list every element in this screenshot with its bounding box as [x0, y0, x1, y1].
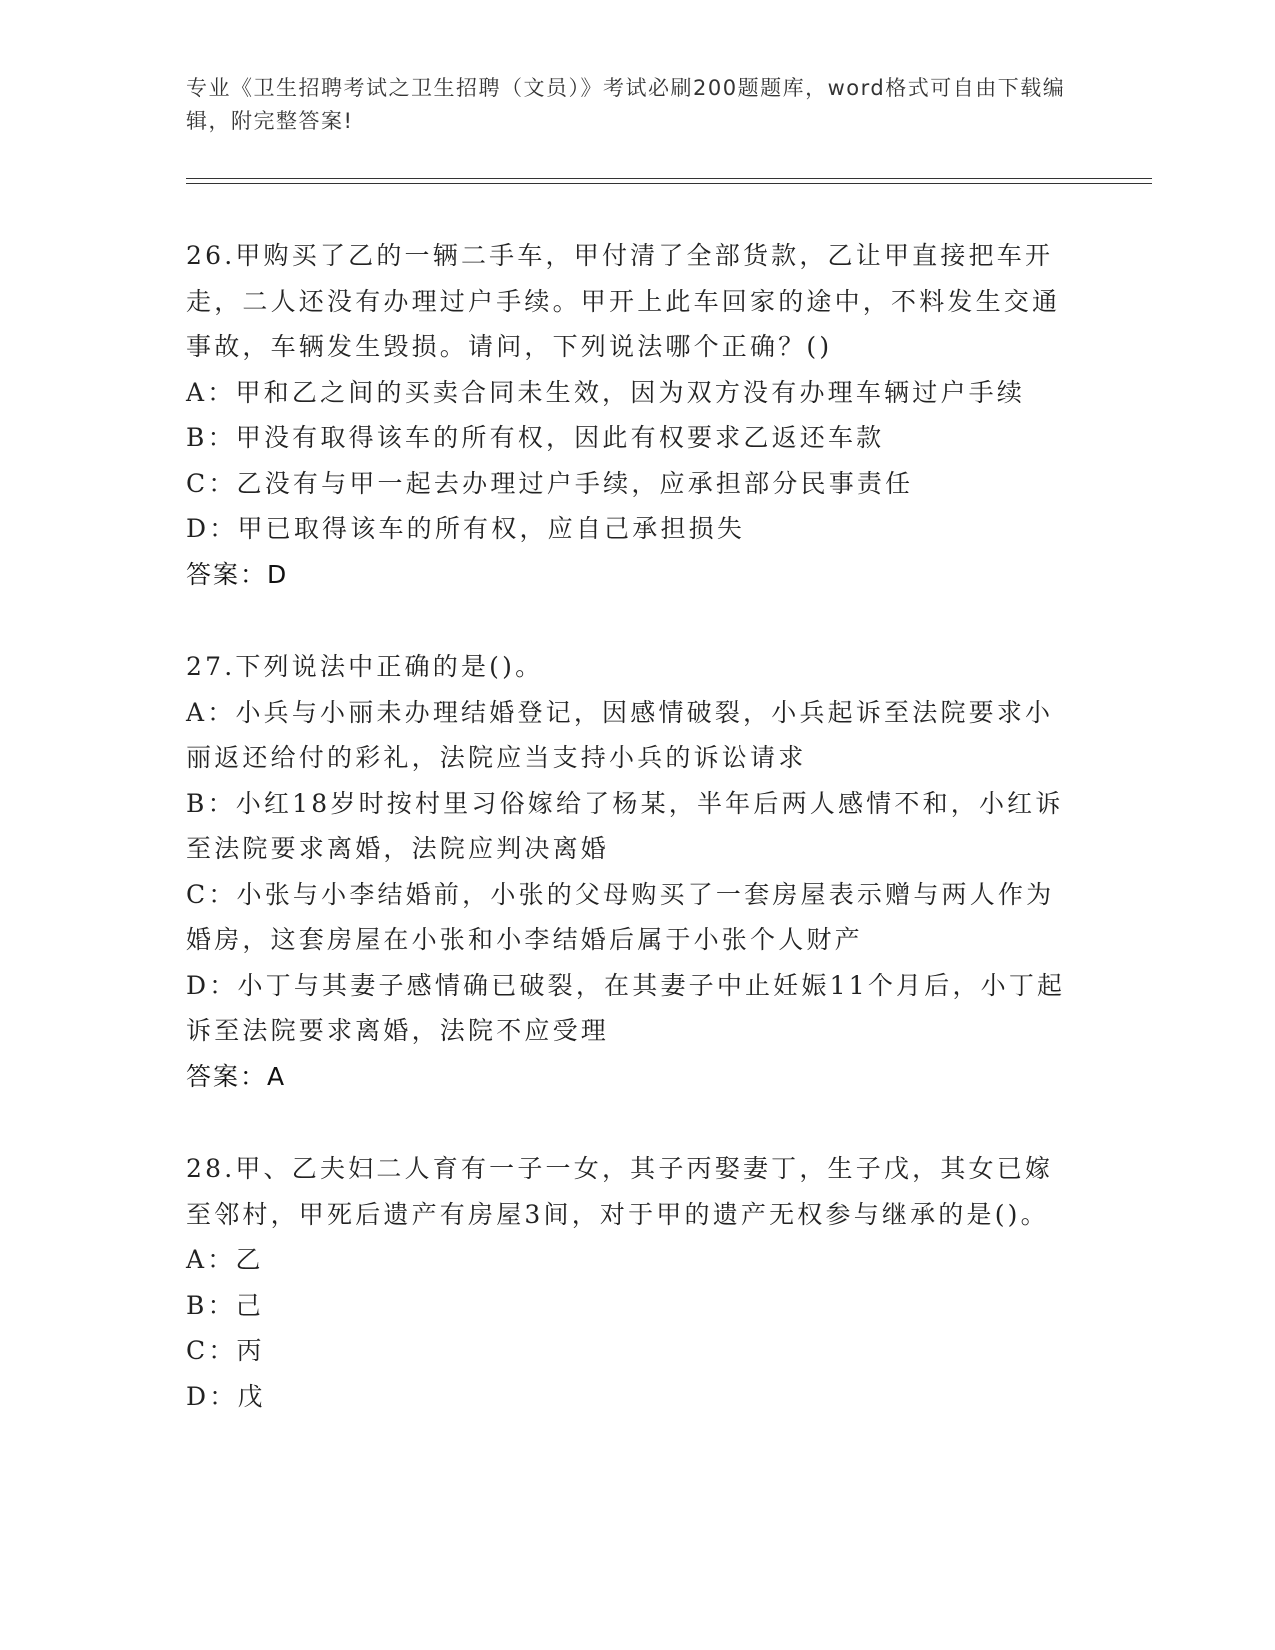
option-b: B：小红18岁时按村里习俗嫁给了杨某，半年后两人感情不和，小红诉至法院要求离婚，法院应判决离婚 [186, 788, 1064, 863]
question-26 [186, 233, 1076, 597]
option-c: C：小张与小李结婚前，小张的父母购买了一套房屋表示赠与两人作为婚房，这套房屋在小张和小李结婚后属于小张个人财产 [186, 879, 1055, 954]
header-divider-top [186, 178, 1152, 179]
option-c: C：乙没有与甲一起去办理过户手续，应承担部分民事责任 [186, 468, 914, 498]
option-d: D：甲已取得该车的所有权，应自己承担损失 [186, 514, 746, 543]
header-text: 专业《卫生招聘考试之卫生招聘（文员）》考试必刷200题题库，word格式可自由下载编辑，附完整答案! [186, 76, 1066, 133]
option-b: B：甲没有取得该车的所有权，因此有权要求乙返还车款 [186, 423, 885, 452]
question-stem: 26.甲购买了乙的一辆二手车，甲付清了全部货款，乙让甲直接把车开走，二人还没有办理过户手续。甲开上此车回家的途中，不料发生交通事故，车辆发生毁损。请问，下列说法哪个正确？() [186, 241, 1061, 361]
question-28 [186, 1146, 1076, 1419]
option-a: A：甲和乙之间的买卖合同未生效，因为双方没有办理车辆过户手续 [186, 377, 1026, 407]
question-27 [186, 644, 1076, 1099]
option-d: D：戊 [186, 1381, 266, 1411]
question-stem: 27.下列说法中正确的是()。 [186, 652, 544, 681]
option-a: A：小兵与小丽未办理结婚登记，因感情破裂，小兵起诉至法院要求小丽返还给付的彩礼，法院应当支持小兵的诉讼请求 [186, 697, 1054, 772]
option-d: D：小丁与其妻子感情确已破裂，在其妻子中止妊娠11个月后，小丁起诉至法院要求离婚，法院不应受理 [186, 970, 1066, 1045]
document-header [186, 72, 1066, 138]
option-b: B：己 [186, 1290, 264, 1320]
answer-line: 答案：D [186, 559, 289, 589]
option-a: A：乙 [186, 1245, 264, 1274]
question-stem: 28.甲、乙夫妇二人育有一子一女，其子丙娶妻丁，生子戊，其女已嫁至邻村，甲死后遗产有房屋3间，对于甲的遗产无权参与继承的是()。 [186, 1154, 1054, 1229]
answer-line: 答案：A [186, 1061, 287, 1091]
header-divider-bottom [186, 183, 1152, 184]
option-c: C：丙 [186, 1336, 265, 1365]
